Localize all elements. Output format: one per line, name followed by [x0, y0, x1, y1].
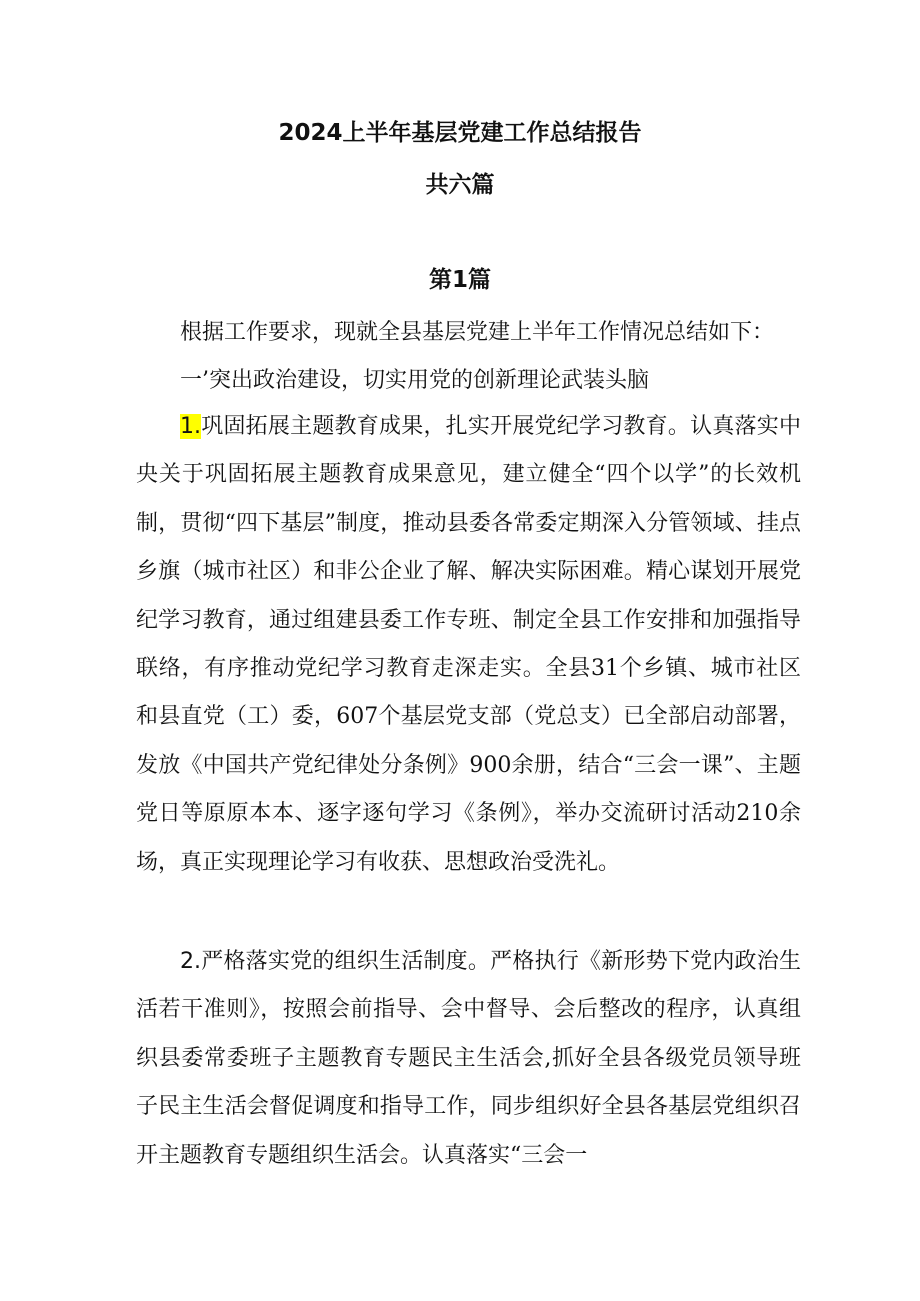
item-1-text: 巩固拓展主题教育成果，扎实开展党纪学习教育。认真落实中央关于巩固拓展主题教育成果意见，建立健全“四个以学”的长效机制，贯彻“四下基层”制度，推动县委各常委定期深入分管领域、挂点乡旗（城市社区）和非公企业了解、解决实际困难。精心谋划开展党纪学习教育，通过组建县委工作专班、制定全县工作安排和加强指导联络，有序推动党纪学习教育走深走实。全县31个乡镇、城市社区和县直党（工）委，607个基层党支部（党总支）已全部启动部署，发放《中国共产党纪律处分条例》900余册，结合“三会一课”、主题党日等原原本本、逐字逐句学习《条例》，举办交流研讨活动210余场，真正实现理论学习有收获、思想政治受洗礼。 [136, 414, 801, 875]
document-title: 2024上半年基层党建工作总结报告 [278, 120, 642, 146]
item-1-number-highlighted: 1. [180, 414, 201, 439]
section-title: 第1篇 [428, 267, 491, 293]
intro-paragraph: 根据工作要求，现就全县基层党建上半年工作情况总结如下： [180, 320, 775, 345]
document-subtitle: 共六篇 [425, 172, 495, 198]
item-2-number: 2. [180, 949, 201, 974]
section-heading-1: 一’突出政治建设，切实用党的创新理论武装头脑 [180, 368, 649, 393]
item-2-text: 严格落实党的组织生活制度。严格执行《新形势下党内政治生活若干准则》，按照会前指导、会中督导、会后整改的程序，认真组织县委常委班子主题教育专题民主生活会,抓好全县各级党员领导班子民主生活会督促调度和指导工作，同步组织好全县各基层党组织召开主题教育专题组织生活会。认真落实“三会一 [136, 949, 801, 1168]
item-1-paragraph [136, 403, 801, 887]
item-2-paragraph [136, 938, 801, 1180]
